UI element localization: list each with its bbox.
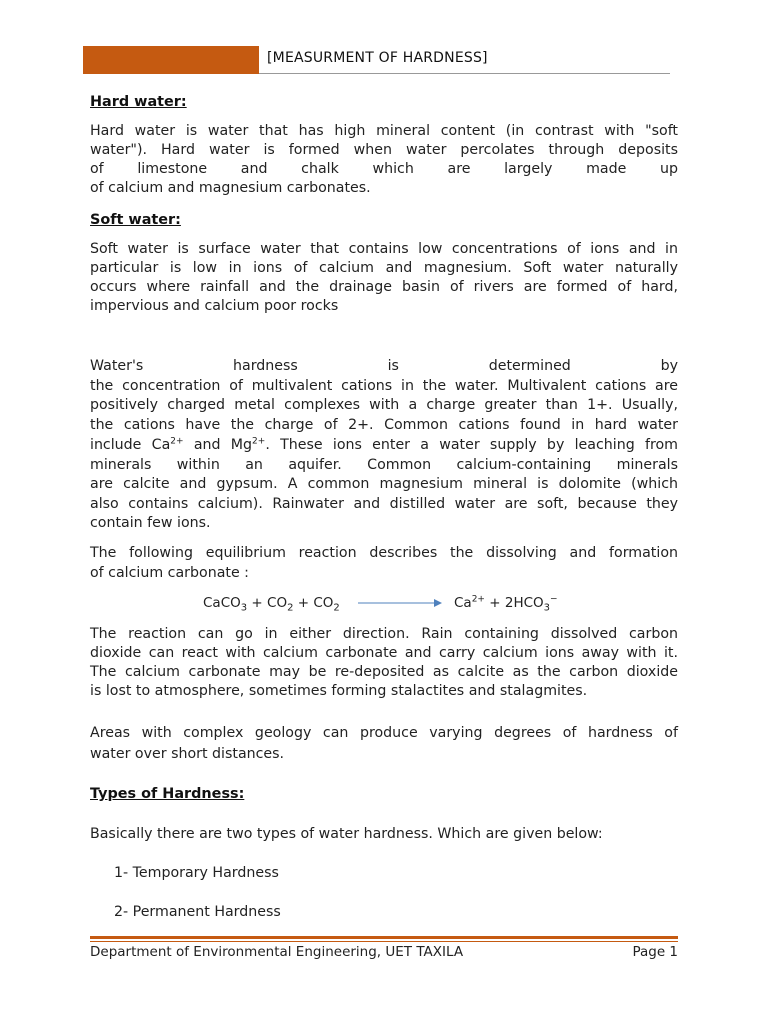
superscript-charge: 2+ (252, 436, 266, 447)
text-and-mg: and Mg (183, 437, 253, 453)
footer-rule-thick (90, 936, 678, 939)
soft-water-line-4: impervious and calcium poor rocks (90, 298, 339, 314)
soft-water-line-1: Soft water is surface water that contains low concentrations of ions and in (90, 241, 678, 257)
hard-water-line-1: Hard water is water that has high mineral content (in contrast with "soft (90, 123, 678, 139)
equation-reactants (203, 595, 340, 614)
text-hco: + 2HCO (484, 595, 544, 611)
hardness-line-1: Water's hardness is determined by (90, 358, 678, 374)
geology-line-2: water over short distances. (90, 746, 285, 762)
footer-rule-thin (90, 941, 678, 942)
list-item: 1- Temporary Hardness (114, 865, 279, 881)
subscript: 2 (333, 602, 340, 614)
text-ions-enter: . These ions enter a water supply by leaching from (265, 437, 678, 453)
subscript: 2 (287, 602, 294, 614)
soft-water-line-2: particular is low in ions of calcium and magnesium. Soft water naturally (90, 260, 678, 276)
page-header (83, 46, 670, 74)
hardness-line-2: the concentration of multivalent cations in the water. Multivalent cations are (90, 378, 678, 394)
superscript-charge: 2+ (170, 436, 184, 447)
subscript: 3 (240, 602, 248, 614)
hardness-line-3: positively charged metal complexes with a charge greater than 1+. Usually, (90, 397, 678, 413)
equation-products (454, 594, 558, 614)
heading-soft-water: Soft water: (90, 212, 181, 228)
footer-department: Department of Environmental Engineering, UET TAXILA (90, 944, 464, 960)
reaction-line-2: dioxide can react with calcium carbonate and carry calcium ions away with it. (90, 645, 678, 661)
types-intro: Basically there are two types of water hardness. Which are given below: (90, 826, 603, 842)
hardness-line-9: contain few ions. (90, 515, 211, 531)
hard-water-line-4: of calcium and magnesium carbonates. (90, 180, 371, 196)
subscript: 3 (543, 602, 551, 614)
text-co: + CO (247, 595, 288, 611)
header-title: [MEASURMENT OF HARDNESS] (267, 50, 488, 66)
reaction-line-3: The calcium carbonate may be re-deposited as calcite as the carbon dioxide (90, 664, 678, 680)
hardness-line-4: the cations have the charge of 2+. Common cations found in hard water (90, 417, 678, 433)
hardness-line-5 (90, 436, 678, 455)
reaction-line-4: is lost to atmosphere, sometimes forming stalactites and stalagmites. (90, 683, 588, 699)
soft-water-line-3: occurs where rainfall and the drainage basin of rivers are formed of hard, (90, 279, 678, 295)
footer-page-number: Page 1 (632, 944, 678, 960)
hard-water-line-2: water"). Hard water is formed when water percolates through deposits (90, 142, 678, 158)
reaction-line-1: The reaction can go in either direction. Rain containing dissolved carbon (90, 626, 678, 642)
heading-types-of-hardness: Types of Hardness: (90, 786, 245, 802)
geology-line-1: Areas with complex geology can produce varying degrees of hardness of (90, 725, 678, 741)
text-ca: Ca (454, 595, 472, 611)
superscript-charge: − (550, 594, 558, 605)
list-item: 2- Permanent Hardness (114, 904, 281, 920)
hardness-line-6: minerals within an aquifer. Common calcium-containing minerals (90, 457, 678, 473)
equilibrium-line-2: of calcium carbonate : (90, 565, 249, 581)
heading-hard-water: Hard water: (90, 94, 187, 110)
header-rule (259, 73, 670, 74)
hardness-line-7: are calcite and gypsum. A common magnesium mineral is dolomite (which (90, 476, 678, 492)
text-caco: CaCO (203, 595, 241, 611)
superscript-charge: 2+ (471, 594, 485, 605)
equilibrium-line-1: The following equilibrium reaction describes the dissolving and formation (90, 545, 678, 561)
text-co: + CO (293, 595, 334, 611)
chemical-equation (90, 594, 678, 614)
hardness-line-8: also contains calcium). Rainwater and distilled water are soft, because they (90, 496, 678, 512)
hard-water-line-3: of limestone and chalk which are largely made up (90, 161, 678, 177)
text-include-ca: include Ca (90, 437, 171, 453)
reaction-arrow-icon (358, 595, 442, 611)
header-accent-bar (83, 46, 259, 74)
